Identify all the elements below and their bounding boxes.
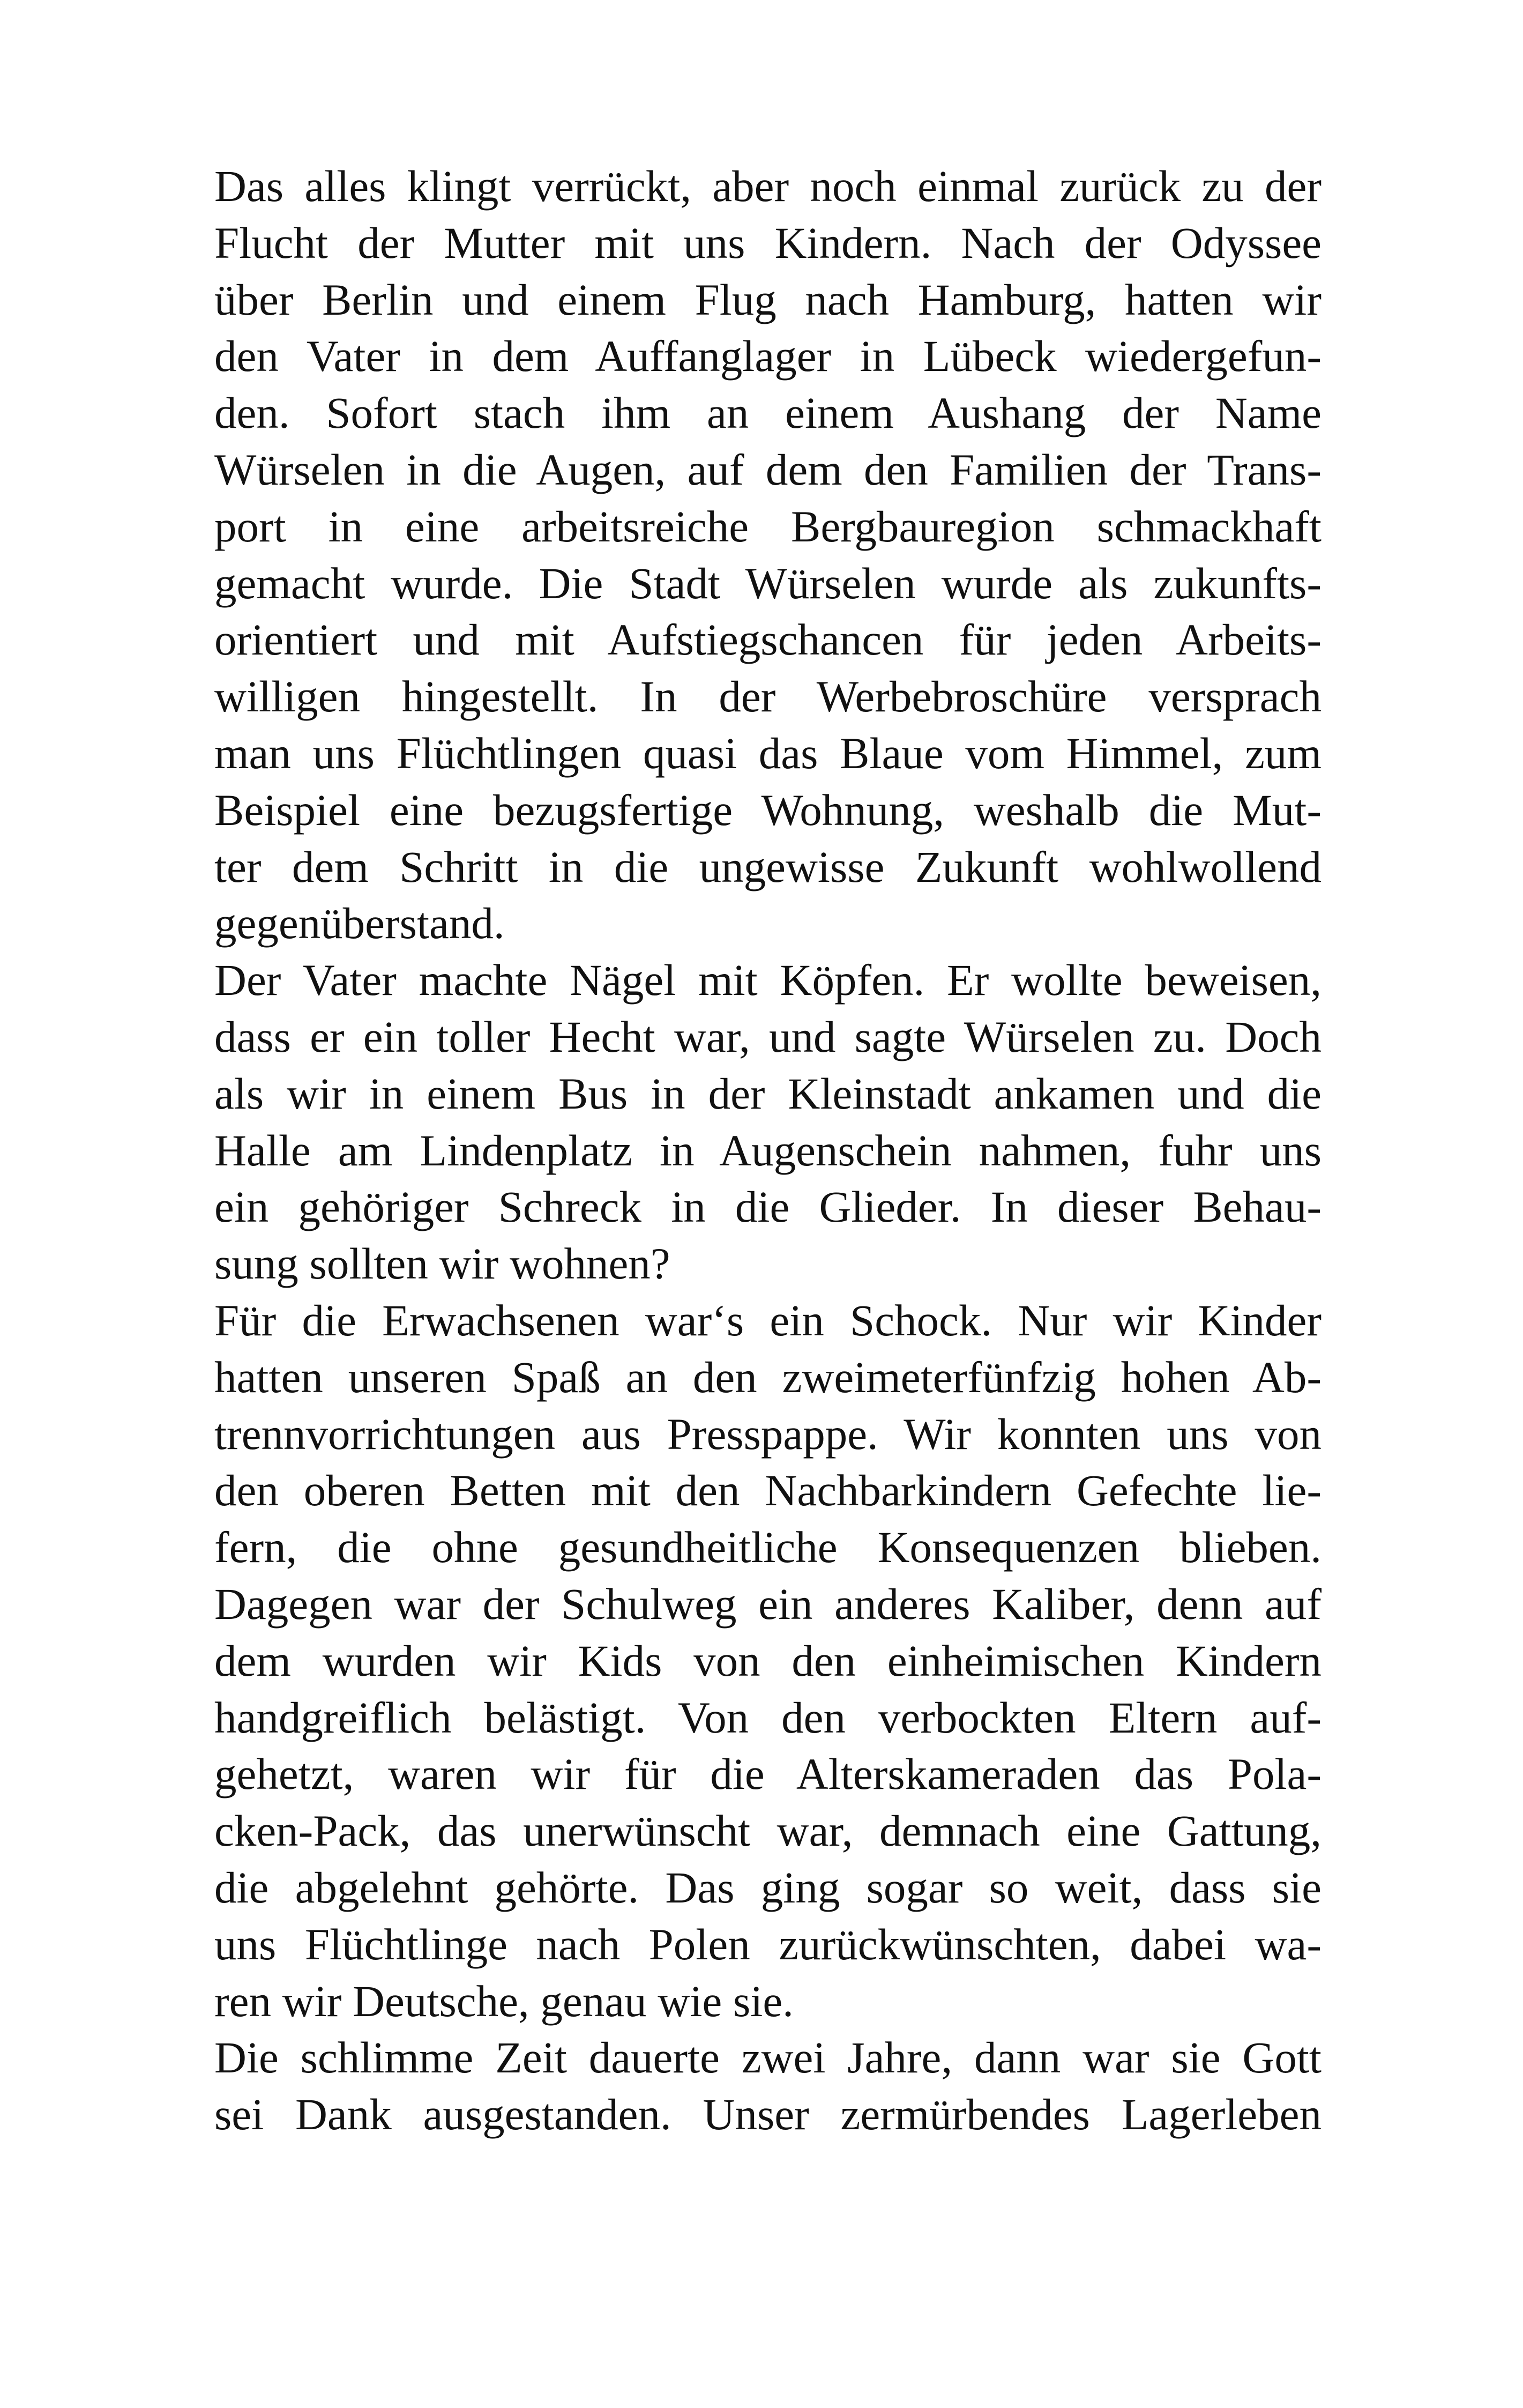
text-line: den oberen Betten mit den Nachbarkindern Gefechte lie- — [214, 1466, 1322, 1515]
text-line: hatten unseren Spaß an den zweimeterfünfzig hohen Ab- — [214, 1352, 1322, 1402]
text-line: Der Vater machte Nägel mit Köpfen. Er wollte beweisen, — [214, 955, 1322, 1005]
text-line: sei Dank ausgestanden. Unser zermürbendes Lagerleben — [214, 2090, 1322, 2139]
text-line: trennvorrichtungen aus Presspappe. Wir konnten uns von — [214, 1409, 1322, 1459]
text-line: fern, die ohne gesundheitliche Konsequenzen blieben. — [214, 1522, 1322, 1572]
text-line: Dagegen war der Schulweg ein anderes Kaliber, denn auf — [214, 1579, 1322, 1629]
text-line: man uns Flüchtlingen quasi das Blaue vom Himmel, zum — [214, 728, 1322, 778]
text-line: orientiert und mit Aufstiegschancen für jeden Arbeits- — [214, 615, 1322, 665]
text-line: willigen hingestellt. In der Werbebroschüre versprach — [214, 672, 1322, 722]
text-line: Das alles klingt verrückt, aber noch einmal zurück zu der — [214, 161, 1322, 211]
text-line: ter dem Schritt in die ungewisse Zukunft wohlwollend — [214, 842, 1322, 891]
paragraph-end-line: gegenüberstand. — [214, 898, 505, 948]
text-line: die abgelehnt gehörte. Das ging sogar so weit, dass sie — [214, 1862, 1322, 1912]
text-line: über Berlin und einem Flug nach Hamburg, hatten wir — [214, 274, 1322, 324]
text-line: gehetzt, waren wir für die Alterskameraden das Pola- — [214, 1749, 1322, 1799]
paragraph-end-line: ren wir Deutsche, genau wie sie. — [214, 1976, 794, 2026]
text-line: Halle am Lindenplatz in Augenschein nahmen, fuhr uns — [214, 1125, 1322, 1175]
text-line: ein gehöriger Schreck in die Glieder. In dieser Behau- — [214, 1182, 1322, 1232]
text-line: uns Flüchtlinge nach Polen zurückwünschten, dabei wa- — [214, 1919, 1322, 1969]
text-line: handgreiflich belästigt. Von den verbockten Eltern auf- — [214, 1692, 1322, 1742]
body-text — [214, 158, 1322, 2143]
text-line: als wir in einem Bus in der Kleinstadt ankamen und die — [214, 1068, 1322, 1118]
paragraph-end-line: sung sollten wir wohnen? — [214, 1239, 670, 1289]
text-line: dass er ein toller Hecht war, und sagte Würselen zu. Doch — [214, 1012, 1322, 1061]
text-line: Beispiel eine bezugsfertige Wohnung, weshalb die Mut- — [214, 785, 1322, 835]
text-line: Für die Erwachsenen war‘s ein Schock. Nur wir Kinder — [214, 1295, 1322, 1345]
text-line: cken-Pack, das unerwünscht war, demnach eine Gattung, — [214, 1806, 1322, 1856]
text-line: Würselen in die Augen, auf dem den Familien der Trans- — [214, 444, 1322, 494]
text-line: dem wurden wir Kids von den einheimischen Kindern — [214, 1636, 1322, 1685]
text-line: den. Sofort stach ihm an einem Aushang der Name — [214, 388, 1322, 438]
text-line: Flucht der Mutter mit uns Kindern. Nach der Odyssee — [214, 218, 1322, 267]
text-line: den Vater in dem Auffanglager in Lübeck wiedergefun- — [214, 331, 1322, 381]
text-line: Die schlimme Zeit dauerte zwei Jahre, dann war sie Gott — [214, 2033, 1322, 2083]
text-line: port in eine arbeitsreiche Bergbauregion schmackhaft — [214, 501, 1322, 551]
text-line: gemacht wurde. Die Stadt Würselen wurde als zukunfts- — [214, 558, 1322, 608]
